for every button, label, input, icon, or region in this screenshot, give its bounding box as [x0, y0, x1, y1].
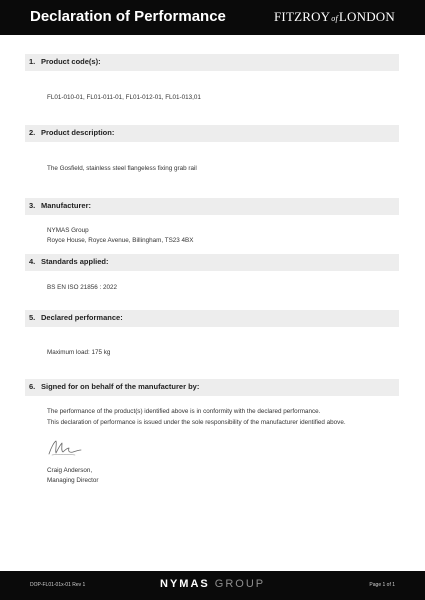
document-title: Declaration of Performance [30, 8, 226, 25]
section-header-declared-performance [25, 310, 399, 327]
section-header-manufacturer [25, 198, 399, 215]
brand-main-2: LONDON [338, 9, 395, 24]
manufacturer-name: NYMAS Group [47, 227, 89, 234]
section-label: Manufacturer: [41, 201, 92, 210]
section-header-product-description [25, 125, 399, 142]
footer-logo-light: GROUP [214, 578, 266, 590]
conformity-statement: The performance of the product(s) identified above is in conformity with the declared performance. [47, 408, 321, 415]
signatory-name: Craig Anderson, [47, 467, 93, 474]
section-label: Signed for on behalf of the manufacturer by: [41, 382, 200, 391]
section-label: Product code(s): [41, 57, 101, 66]
product-codes-text: FL01-010-01, FL01-011-01, FL01-012-01, FL01-013,01 [47, 94, 201, 101]
section-header-product-codes [25, 54, 399, 71]
product-description-text: The Gosfield, stainless steel flangeless fixing grab rail [47, 165, 197, 172]
footer-logo-bold: NYMAS [160, 578, 210, 590]
page-footer [0, 571, 425, 600]
section-label: Standards applied: [41, 257, 109, 266]
declared-performance-text: Maximum load: 175 kg [47, 349, 111, 356]
section-number: 5. [29, 313, 36, 322]
brand-logo [274, 9, 395, 25]
section-label: Declared performance: [41, 313, 123, 322]
section-number: 1. [29, 57, 36, 66]
manufacturer-address: Royce House, Royce Avenue, Billingham, TS23 4BX [47, 237, 194, 244]
section-number: 6. [29, 382, 36, 391]
section-number: 4. [29, 257, 36, 266]
section-header-standards [25, 254, 399, 271]
section-number: 3. [29, 201, 36, 210]
footer-logo [160, 578, 265, 590]
document-reference: DOP-FL01-01x-01 Rev 1 [30, 582, 86, 588]
section-label: Product description: [41, 128, 115, 137]
responsibility-statement: This declaration of performance is issued under the sole responsibility of the manufacturer identified above. [47, 419, 346, 426]
page-header [0, 0, 425, 35]
signature-image [47, 438, 83, 458]
brand-of: of [331, 14, 338, 23]
signatory-title: Managing Director [47, 477, 99, 484]
section-header-signed [25, 379, 399, 396]
page-number: Page 1 of 1 [369, 582, 395, 588]
standards-text: BS EN ISO 21856 : 2022 [47, 284, 118, 291]
section-number: 2. [29, 128, 36, 137]
brand-main-1: FITZROY [273, 9, 331, 24]
